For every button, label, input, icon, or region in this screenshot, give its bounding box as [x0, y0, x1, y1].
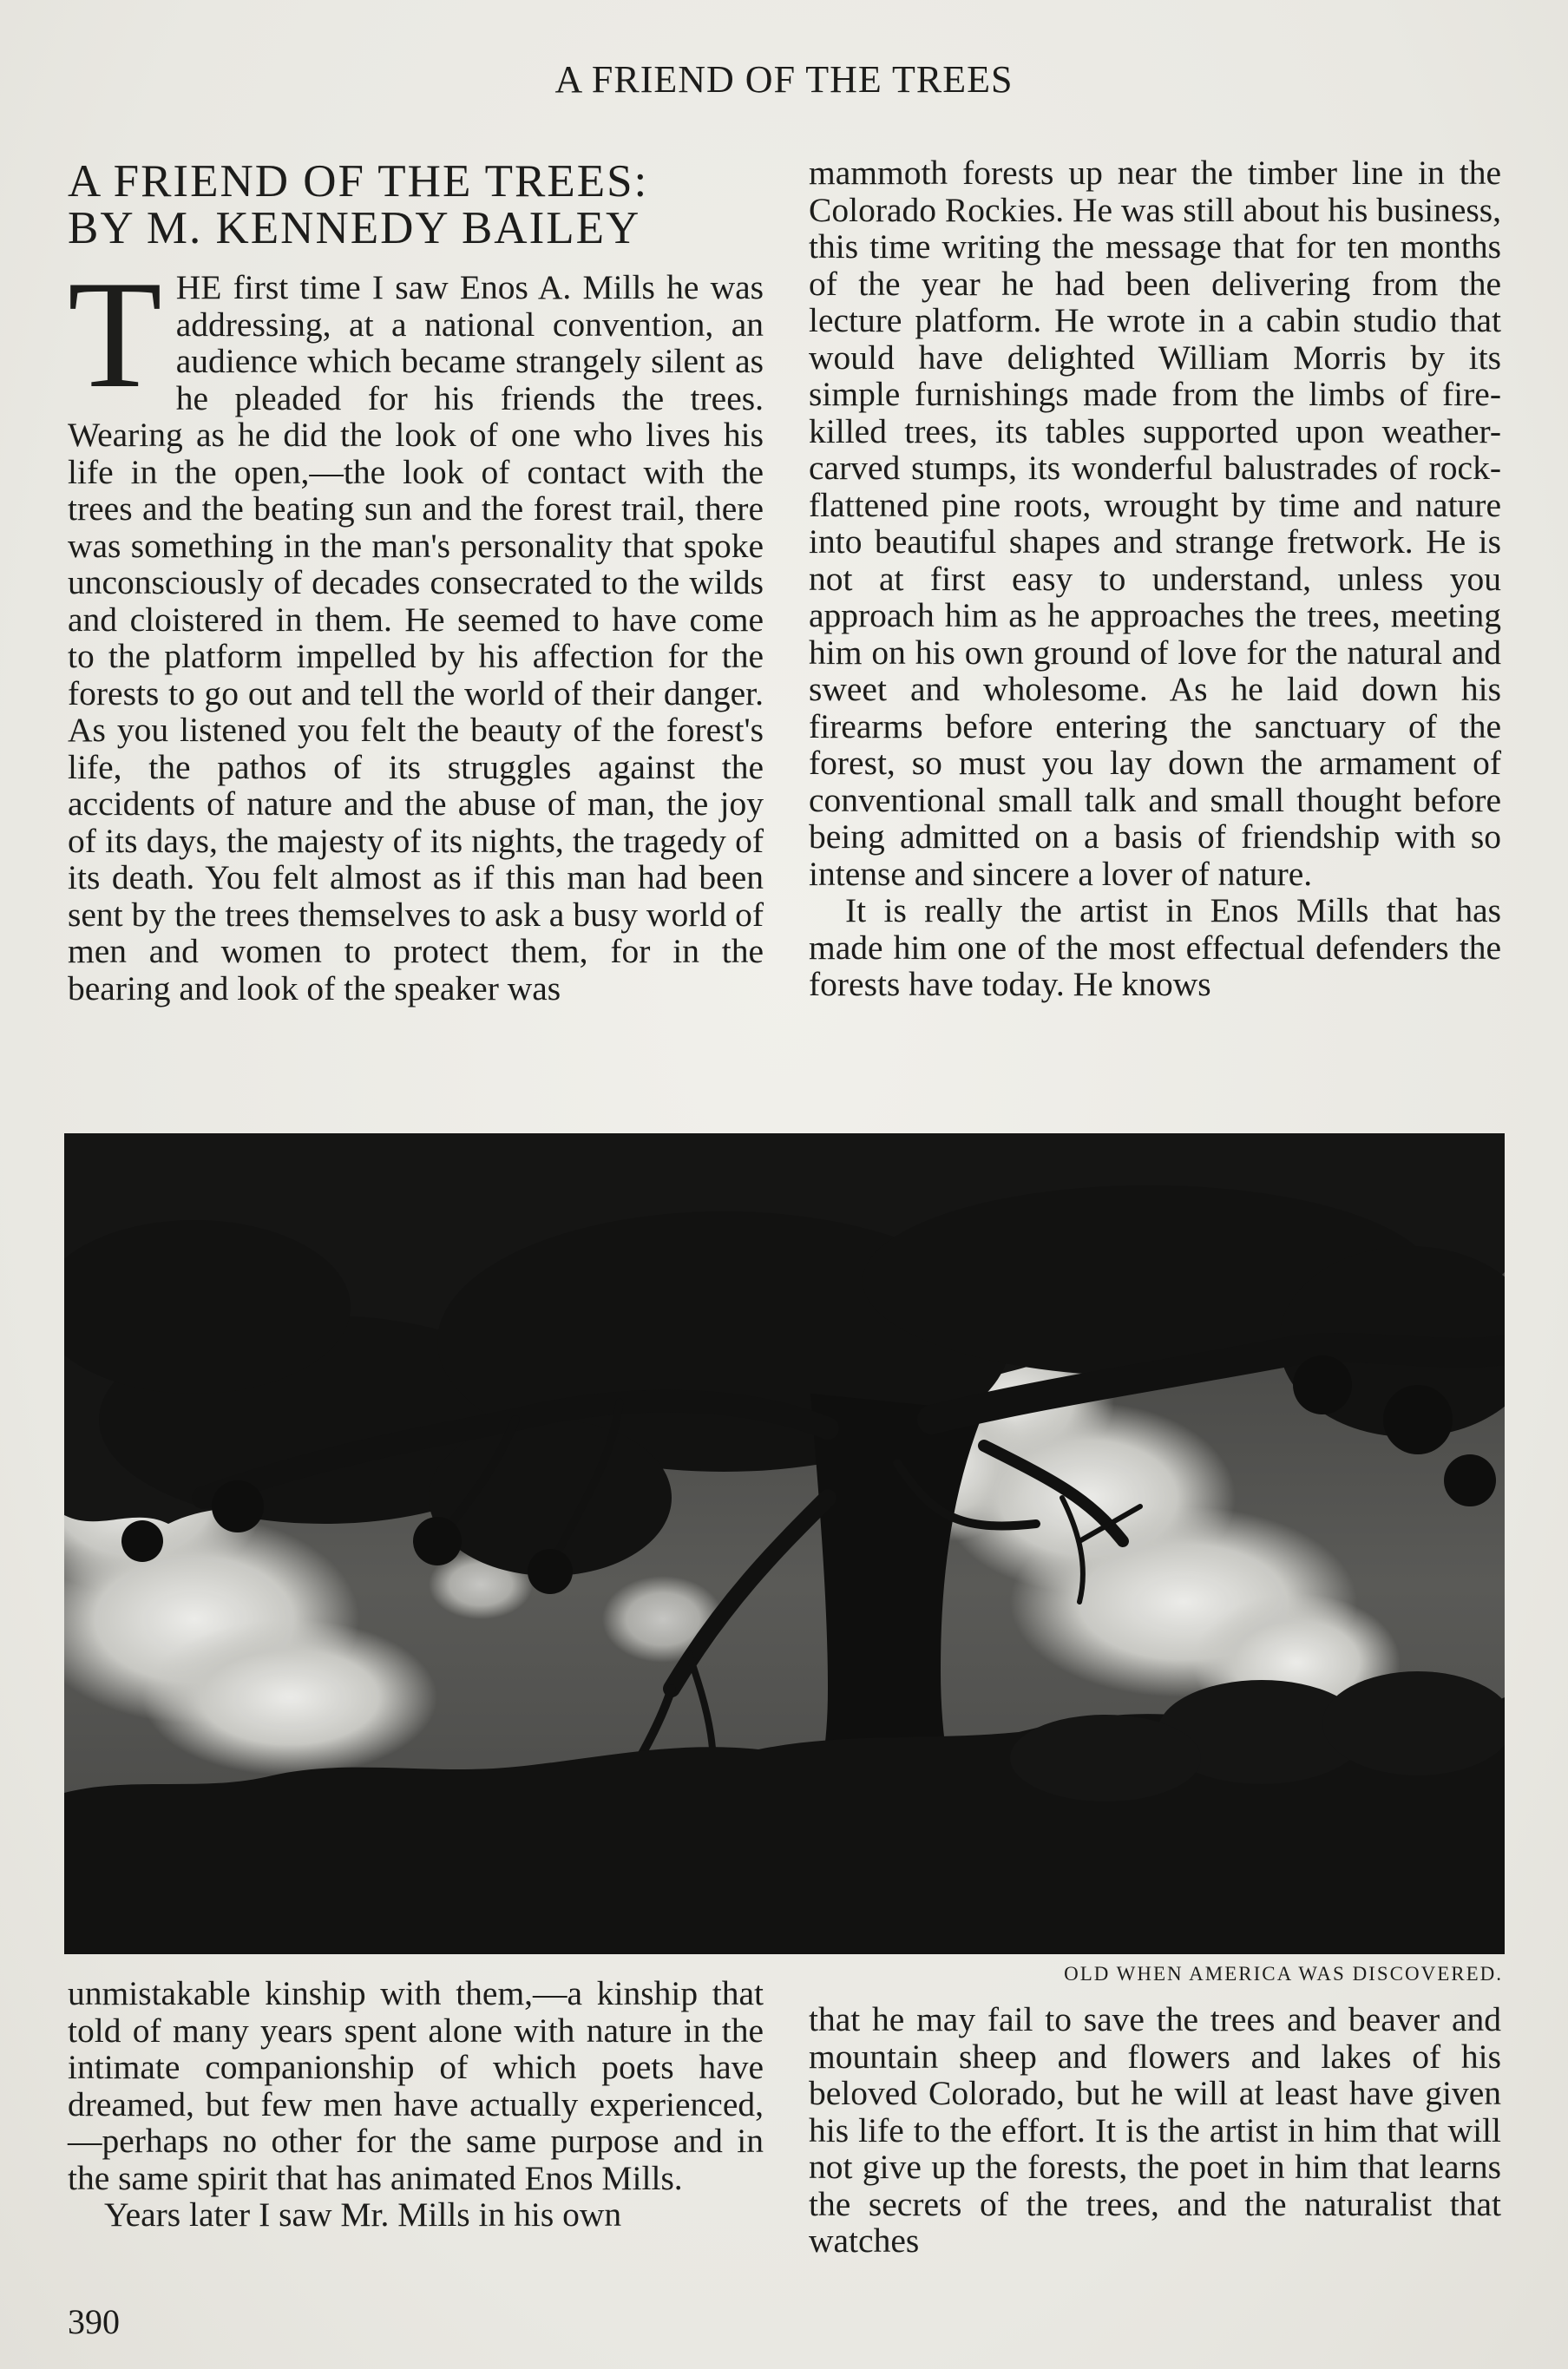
body-paragraph: It is really the artist in Enos Mills that has made him one of the most effectual defenders the forests have today. He knows: [809, 891, 1501, 1003]
body-paragraph: mammoth forests up near the timber line in the Colorado Rockies. He was still about his business, this time writing the message that for ten months of the year he had been delivering from the lecture platform. He wrote in a cabin studio that would have delighted William Morris by its simple furnishings made from the limbs of fire-killed trees, its tables supported upon weather-carved stumps, its wonderful balustrades of rock-flattened pine roots, wrought by time and nature into beautiful shapes and strange fretwork. He is not at first easy to understand, unless you approach him as he approaches the trees, meeting him on his own ground of love for the natural and sweet and wholesome. As he laid down his firearms before entering the sanctuary of the forest, so must you lay down the armament of conventional small talk and small thought before being admitted on a basis of friendship with so intense and sincere a lover of nature.: [809, 154, 1501, 893]
drop-cap: T: [68, 248, 162, 420]
headline-byline: BY M. KENNEDY BAILEY: [68, 203, 641, 253]
body-paragraph: unmistakable kinship with them,—a kinship that told of many years spent alone with nature in the intimate companionship of which poets have dreamed, but few men have actually experienced,—perhaps no other for the same purpose and in the same spirit that has animated Enos Mills.: [68, 1974, 764, 2197]
paragraph-text: HE first time I saw Enos A. Mills he was addressing, at a national convention, an audience which became strangely silent as he pleaded for his friends the trees. Wearing as he did the look of one who lives his life in the open,—the look of contact with the trees and the beating sun and the forest trail, there was something in the man's personality that spoke unconsciously of decades consecrated to the wilds and cloistered in them. He seemed to have come to the platform impelled by his affection for the forests to go out and tell the world of their danger. As you listened you felt the beauty of the forest's life, the pathos of its struggles against the accidents of nature and the abuse of man, the joy of its days, the majesty of its nights, the tragedy of its death. You felt almost as if this man had been sent by the trees themselves to ask a busy world of men and women to protect them, for in the bearing and look of the speaker was: [68, 268, 764, 1007]
body-paragraph: [68, 248, 764, 1007]
body-paragraph: Years later I saw Mr. Mills in his own: [104, 2195, 622, 2234]
running-head: A FRIEND OF THE TREES: [554, 58, 1014, 101]
left-column-bottom: [68, 1975, 764, 2234]
right-column-bottom: [809, 2001, 1501, 2260]
body-paragraph: that he may fail to save the trees and beaver and mountain sheep and flowers and lakes of his beloved Colorado, but he will at least have given his life to the effort. It is the artist in him that will not give up the forests, the poet in him that learns the secrets of the trees, and the naturalist that watches: [809, 2000, 1501, 2260]
tree-photograph: [64, 1133, 1505, 1954]
page-number: 390: [68, 2302, 120, 2341]
article-headline: [68, 158, 764, 252]
photo-caption: OLD WHEN AMERICA WAS DISCOVERED.: [1064, 1963, 1503, 1985]
headline-title: A FRIEND OF THE TREES:: [68, 156, 649, 207]
left-column-top: [68, 154, 764, 1007]
tree-silhouette-illustration: [64, 1133, 1505, 1954]
right-column-top: [809, 154, 1501, 1003]
